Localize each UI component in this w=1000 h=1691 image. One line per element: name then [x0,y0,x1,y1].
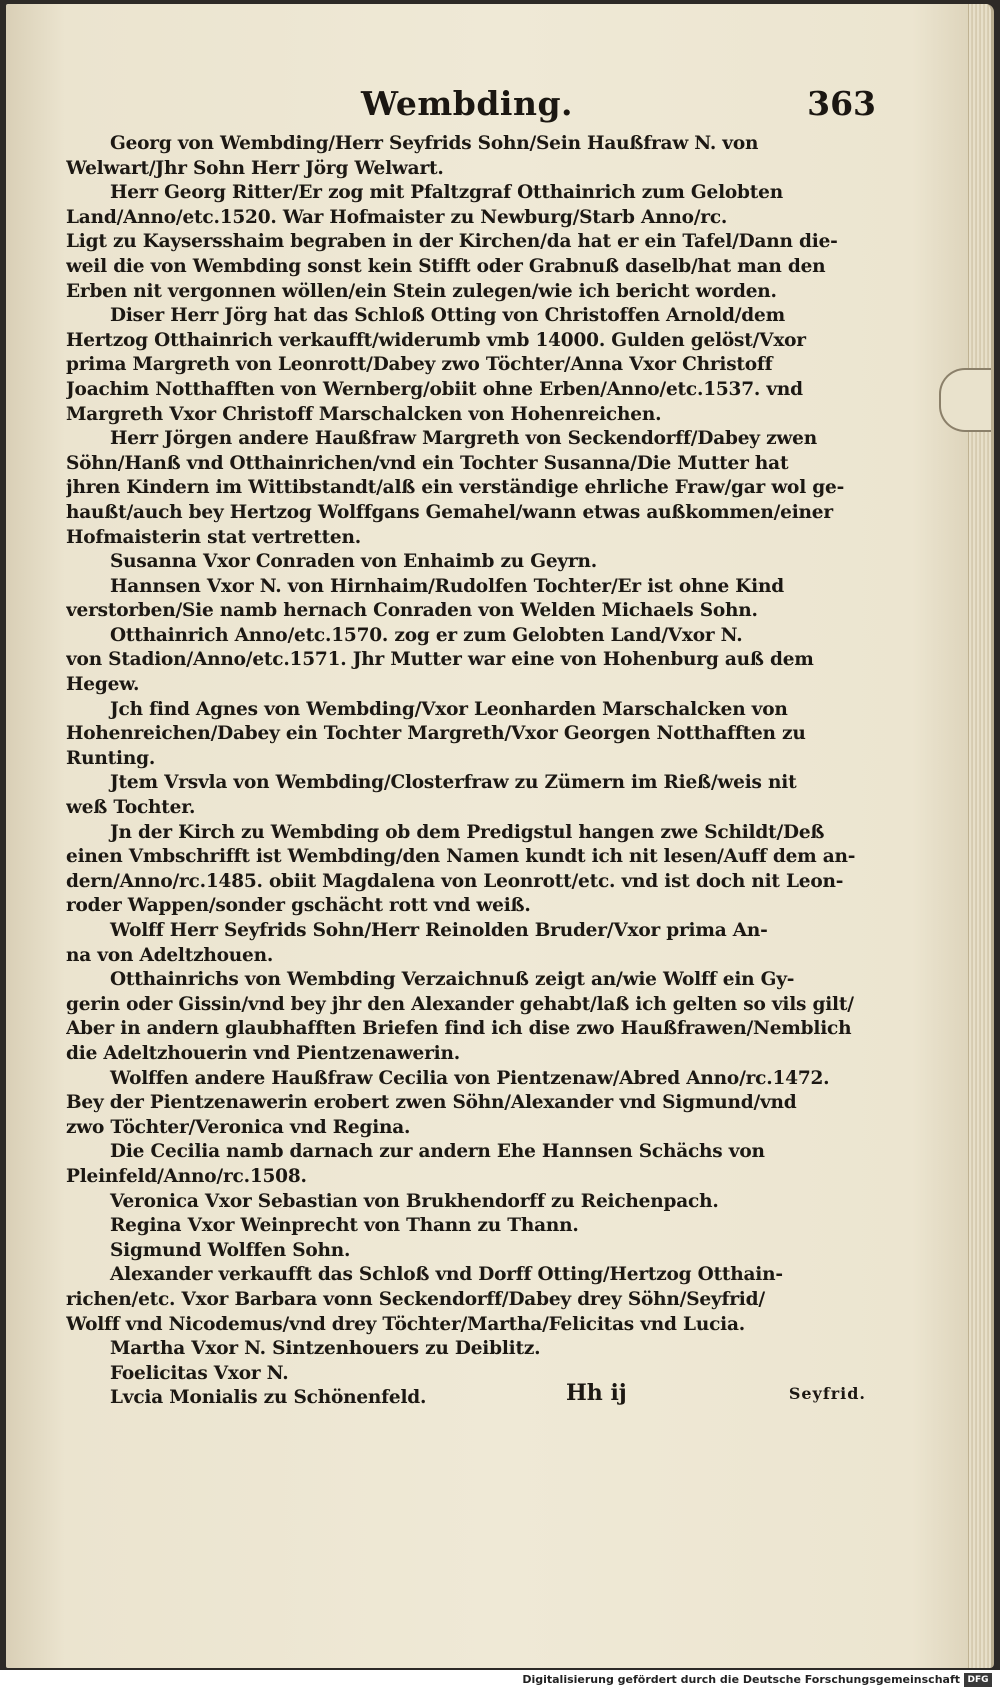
text-line: einen Vmbschrifft ist Wembding/den Namen kundt ich nit lesen/Auff dem an- [66,846,856,868]
text-line: Hohenreichen/Dabey ein Tochter Margreth/Vxor Georgen Notthafften zu [66,723,806,745]
text-line: Wolff Herr Seyfrids Sohn/Herr Reinolden Bruder/Vxor prima An- [110,920,768,941]
text-line: Lvcia Monialis zu Schönenfeld. [110,1387,427,1409]
text-block [66,132,876,1411]
text-line: gerin oder Gissin/vnd bey jhr den Alexander gehabt/laß ich gelten so vils gilt/ [66,993,854,1015]
text-line: Bey der Pientzenawerin erobert zwen Söhn/Alexander vnd Sigmund/vnd [66,1092,797,1114]
text-line: Aber in andern glaubhafften Briefen find ich dise zwo Haußfrawen/Nemblich [66,1018,852,1040]
text-line: Foelicitas Vxor N. [110,1362,289,1384]
bookmark-tab [939,368,991,432]
text-line: Jn der Kirch zu Wembding ob dem Predigstul hangen zwe Schildt/Deß [110,821,825,843]
text-line: dern/Anno/rc.1485. obiit Magdalena von Leonrott/etc. vnd ist doch nit Leon- [66,870,844,892]
text-line: Erben nit vergonnen wöllen/ein Stein zulegen/wie ich bericht worden. [66,280,777,302]
text-line: Otthainrichs von Wembding Verzaichnuß zeigt an/wie Wolff ein Gy- [110,969,795,991]
text-line: die Adeltzhouerin vnd Pientzenawerin. [66,1042,460,1064]
text-line: weß Tochter. [66,797,196,819]
text-line: Land/Anno/etc.1520. War Hofmaister zu Newburg/Starb Anno/rc. [66,206,728,228]
text-line: Runting. [66,747,156,769]
page-edge [968,4,991,1668]
text-line: Margreth Vxor Christoff Marschalcken von Hohenreichen. [66,403,662,425]
page-footer [566,1380,866,1420]
text-line: Veronica Vxor Sebastian von Brukhendorff zu Reichenpach. [110,1190,719,1212]
text-line: Söhn/Hanß vnd Otthainrichen/vnd ein Tochter Susanna/Die Mutter hat [66,452,789,474]
text-line: verstorben/Sie namb hernach Conraden von Welden Michaels Sohn. [66,600,758,622]
text-line: Diser Herr Jörg hat das Schloß Otting von Christoffen Arnold/dem [110,305,785,327]
text-line: Jtem Vrsvla von Wembding/Closterfraw zu Zümern im Rieß/weis nit [110,772,797,794]
text-line: weil die von Wembding sonst kein Stifft oder Grabnuß daselb/hat man den [66,255,826,277]
text-line: Alexander verkaufft das Schloß vnd Dorff Otting/Hertzog Otthain- [110,1264,783,1286]
page-number: 363 [807,84,876,123]
text-line: haußt/auch bey Hertzog Wolffgans Gemahel/wann etwas außkommen/einer [66,501,833,523]
text-line: prima Margreth von Leonrott/Dabey zwo Töchter/Anna Vxor Christoff [66,354,773,376]
text-line: Wolff vnd Nicodemus/vnd drey Töchter/Martha/Felicitas vnd Lucia. [66,1313,746,1335]
text-line: Die Cecilia namb darnach zur andern Ehe Hannsen Schächs von [110,1141,765,1163]
text-line: Hofmaisterin stat vertretten. [66,526,361,548]
text-line: na von Adeltzhouen. [66,944,274,966]
signature-mark: Hh ij [566,1380,627,1406]
text-line: Joachim Notthafften von Wernberg/obiit ohne Erben/Anno/etc.1537. vnd [66,378,803,400]
text-line: Hertzog Otthainrich verkaufft/widerumb vmb 14000. Gulden gelöst/Vxor [66,329,806,351]
text-line: Ligt zu Kaysersshaim begraben in der Kirchen/da hat er ein Tafel/Dann die- [66,231,838,253]
text-line: Herr Georg Ritter/Er zog mit Pfaltzgraf Otthainrich zum Gelobten [110,182,783,204]
text-line: Hegew. [66,674,140,696]
text-line: Welwart/Jhr Sohn Herr Jörg Welwart. [66,157,444,179]
text-line: Susanna Vxor Conraden von Enhaimb zu Geyrn. [110,551,597,573]
text-line: zwo Töchter/Veronica vnd Regina. [66,1116,411,1138]
text-line: Georg von Wembding/Herr Seyfrids Sohn/Sein Haußfraw N. von [110,133,759,154]
text-line: Wolffen andere Haußfraw Cecilia von Pientzenaw/Abred Anno/rc.1472. [110,1067,830,1089]
book-page [6,4,994,1668]
text-line: von Stadion/Anno/etc.1571. Jhr Mutter war eine von Hohenburg auß dem [66,649,814,671]
text-line: Hannsen Vxor N. von Hirnhaim/Rudolfen Tochter/Er ist ohne Kind [110,575,784,597]
text-line: Jch find Agnes von Wembding/Vxor Leonharden Marschalcken von [110,698,788,720]
text-line: Martha Vxor N. Sintzenhouers zu Deiblitz. [110,1338,541,1360]
credit-strip [0,1670,1000,1691]
running-head: Wembding. [361,84,574,123]
text-line: Pleinfeld/Anno/rc.1508. [66,1165,307,1187]
dfg-logo: DFG [964,1673,992,1687]
text-line: Herr Jörgen andere Haußfraw Margreth von Seckendorff/Dabey zwen [110,428,817,450]
text-line: Otthainrich Anno/etc.1570. zog er zum Gelobten Land/Vxor N. [110,624,743,646]
catchword: Seyfrid. [788,1384,866,1403]
text-line: jhren Kindern im Wittibstandt/alß ein verständige ehrliche Fraw/gar wol ge- [66,477,845,499]
text-line: roder Wappen/sonder gschächt rott vnd weiß. [66,895,531,917]
text-line: Sigmund Wolffen Sohn. [110,1239,351,1261]
funding-credit: Digitalisierung gefördert durch die Deutsche Forschungsgemeinschaft [522,1673,960,1686]
text-line: Regina Vxor Weinprecht von Thann zu Thann. [110,1215,579,1237]
page-header [116,84,876,134]
text-line: richen/etc. Vxor Barbara vonn Seckendorff/Dabey drey Söhn/Seyfrid/ [66,1288,765,1310]
